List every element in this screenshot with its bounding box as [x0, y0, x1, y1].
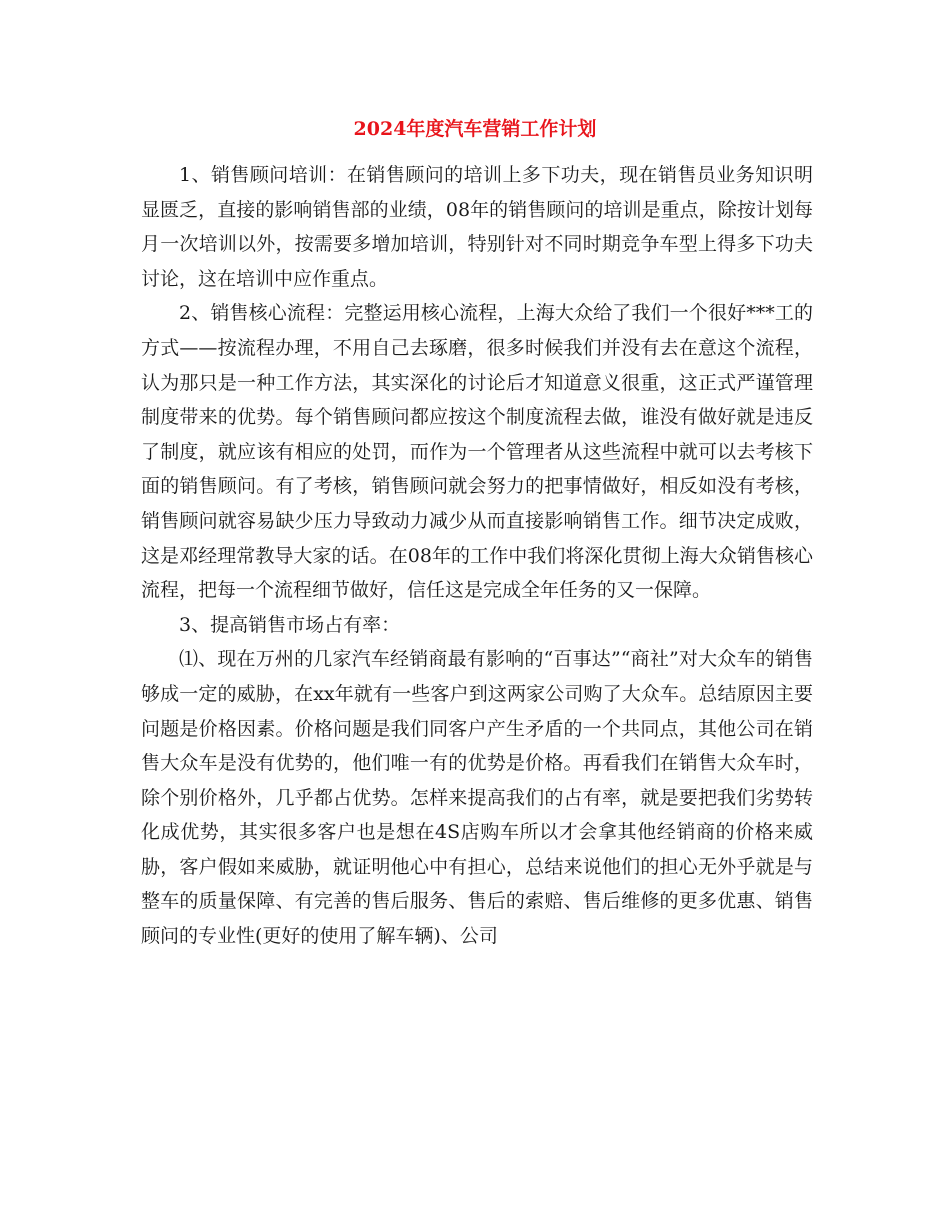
paragraph-competition: ⑴、现在万州的几家汽车经销商最有影响的“百事达”“商社”对大众车的销售够成一定的威胁，在xx年就有一些客户到这两家公司购了大众车。总结原因主要问题是价格因素。价格问题是我们同客户产生矛盾的一个共同点，其他公司在销售大众车是没有优势的，他们唯一有的优势是价格。再看我们在销售大众车时，除个别价格外，几乎都占优势。怎样来提高我们的占有率，就是要把我们劣势转化成优势，其实很多客户也是想在4S店购车所以才会拿其他经销商的价格来威胁，客户假如来威胁，就证明他心中有担心，总结来说他们的担心无外乎就是与整车的质量保障、有完善的售后服务、售后的索赔、售后维修的更多优惠、销售顾问的专业性(更好的使用了解车辆)、公司 — [141, 648, 813, 948]
paragraph-core-process: 2、销售核心流程：完整运用核心流程，上海大众给了我们一个很好***工的方式——按流程办理，不用自己去琢磨，很多时候我们并没有去在意这个流程，认为那只是一种工作方法，其实深化的讨论后才知道意义很重，这正式严谨管理制度带来的优势。每个销售顾问都应按这个制度流程去做，谁没有做好就是违反了制度，就应该有相应的处罚，而作为一个管理者从这些流程中就可以去考核下面的销售顾问。有了考核，销售顾问就会努力的把事情做好，相反如没有考核，销售顾问就容易缺少压力导致动力减少从而直接影响销售工作。细节决定成败，这是邓经理常教导大家的话。在08年的工作中我们将深化贯彻上海大众销售核心流程，把每一个流程细节做好，信任这是完成全年任务的又一保障。 — [141, 302, 813, 602]
document-body — [141, 158, 813, 954]
paragraph-training: 1、销售顾问培训：在销售顾问的培训上多下功夫，现在销售员业务知识明显匮乏，直接的影响销售部的业绩，08年的销售顾问的培训是重点，除按计划每月一次培训以外，按需要多增加培训，特别针对不同时期竞争车型上得多下功夫讨论，这在培训中应作重点。 — [141, 164, 813, 290]
document-title: 2024年度汽车营销工作计划 — [353, 118, 597, 140]
paragraph-market-share-heading: 3、提高销售市场占有率： — [179, 613, 401, 636]
